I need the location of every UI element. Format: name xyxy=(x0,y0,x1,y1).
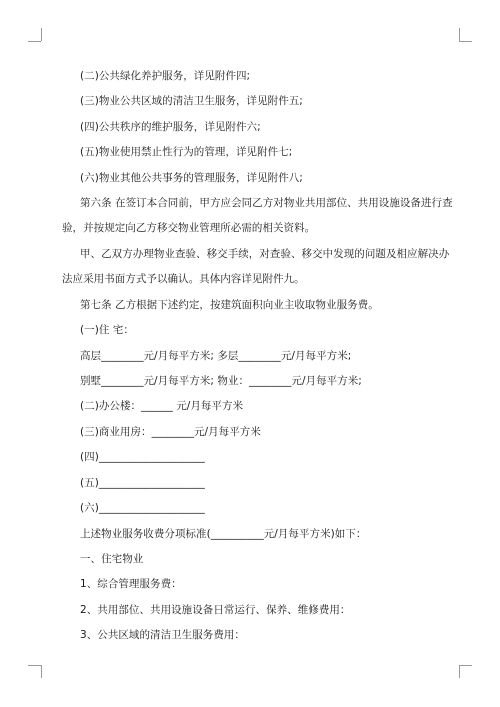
blank-item-6: (六)____________________ xyxy=(80,502,205,514)
blank-item-4: (四)____________________ xyxy=(80,451,205,463)
item-other-affairs: (六)物业其他公共事务的管理服务，详见附件八; xyxy=(80,172,303,184)
crop-mark-top-right-v xyxy=(459,28,460,41)
item-public-order: (四)公共秩序的维护服务，详见附件六; xyxy=(80,121,261,133)
article-6-line-2: 验，并按规定向乙方移交物业管理所必需的相关资料。 xyxy=(62,222,316,234)
item-public-cleaning: (三)物业公共区域的清洁卫生服务，详见附件五; xyxy=(80,95,303,107)
inspection-para-line-2: 法应采用书面方式予以确认。具体内容详见附件九。 xyxy=(62,273,305,285)
fee-villa-property: 别墅________元/月每平方米; 物业：________元/月每平方米; xyxy=(80,375,362,387)
article-6-line-1: 第六条 在签订本合同前，甲方应会同乙方对物业共用部位、共用设施设备进行查 xyxy=(80,197,453,209)
residential-property-heading: 一、住宅物业 xyxy=(80,553,144,565)
item-public-greening: (二)公共绿化养护服务，详见附件四; xyxy=(80,70,251,82)
crop-mark-top-left-v xyxy=(41,28,42,41)
fee-item-3: 3、公共区域的清洁卫生服务费用： xyxy=(80,629,245,641)
crop-mark-top-right-h xyxy=(459,41,472,42)
fee-office: (二)办公楼：______ 元/月每平方米 xyxy=(80,400,244,412)
blank-item-5: (五)____________________ xyxy=(80,477,205,489)
fee-item-1: 1、综合管理服务费： xyxy=(80,578,182,590)
fee-highrise-multistory: 高层________元/月每平方米; 多层________元/月每平方米; xyxy=(80,350,352,362)
crop-mark-bottom-left-h xyxy=(28,665,41,666)
crop-mark-bottom-right-v xyxy=(459,665,460,678)
fee-commercial: (三)商业用房：________元/月每平方米 xyxy=(80,426,261,438)
fee-item-2: 2、共用部位、共用设施设备日常运行、保养、维修费用： xyxy=(80,604,351,616)
crop-mark-top-left-h xyxy=(28,41,41,42)
crop-mark-bottom-right-h xyxy=(459,665,472,666)
article-7: 第七条 乙方根据下述约定，按建筑面积向业主收取物业服务费。 xyxy=(80,299,379,311)
inspection-para-line-1: 甲、乙双方办理物业查验、移交手续，对查验、移交中发现的问题及相应解决办 xyxy=(80,248,450,260)
residential-heading: (一)住 宅： xyxy=(80,324,134,336)
fee-breakdown-standard: 上述物业服务收费分项标准(__________元/月每平方米)如下： xyxy=(80,528,367,540)
crop-mark-bottom-left-v xyxy=(41,665,42,678)
item-prohibited-behavior: (五)物业使用禁止性行为的管理，详见附件七; xyxy=(80,146,293,158)
